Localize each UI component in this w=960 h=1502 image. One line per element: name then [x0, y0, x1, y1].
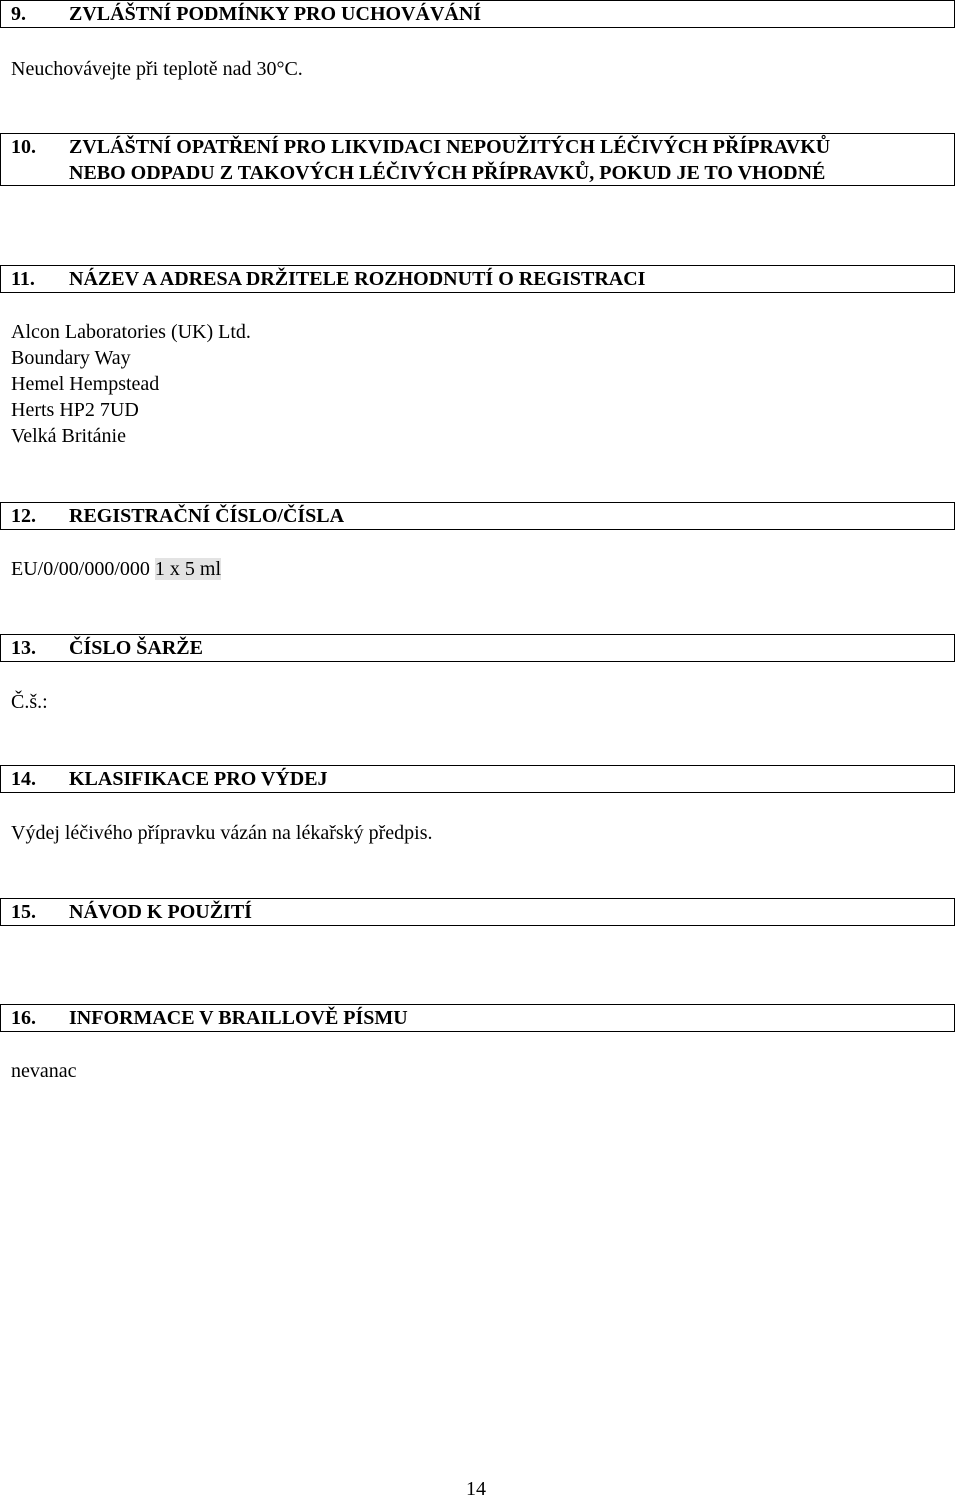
- section-title: INFORMACE V BRAILLOVĚ PÍSMU: [69, 1007, 408, 1029]
- section-14-heading: [0, 765, 955, 793]
- section-title: NÁVOD K POUŽITÍ: [69, 901, 252, 923]
- section-title: [69, 134, 939, 186]
- batch-label: Č.š.:: [11, 691, 48, 713]
- section-title-line: ZVLÁŠTNÍ OPATŘENÍ PRO LIKVIDACI NEPOUŽITÝCH LÉČIVÝCH PŘÍPRAVKŮ: [69, 136, 831, 158]
- section-16-heading: [0, 1004, 955, 1032]
- section-10-heading: [0, 133, 955, 186]
- page-number: 14: [466, 1478, 486, 1500]
- section-title: REGISTRAČNÍ ČÍSLO/ČÍSLA: [69, 505, 345, 527]
- holder-address: [11, 319, 251, 449]
- braille-text: nevanac: [11, 1060, 77, 1082]
- address-line: Alcon Laboratories (UK) Ltd.: [11, 321, 251, 343]
- section-13-heading: [0, 634, 955, 662]
- section-number: 11.: [11, 268, 35, 290]
- classification-text: Výdej léčivého přípravku vázán na lékařský předpis.: [11, 822, 433, 844]
- section-number: 12.: [11, 505, 36, 527]
- registration-line: [11, 556, 221, 582]
- address-line: Velká Británie: [11, 425, 126, 447]
- section-number: 15.: [11, 901, 36, 923]
- registration-number: EU/0/00/000/000: [11, 558, 150, 580]
- section-title: ZVLÁŠTNÍ PODMÍNKY PRO UCHOVÁVÁNÍ: [69, 3, 482, 25]
- section-number: 10.: [11, 136, 36, 158]
- section-number: 16.: [11, 1007, 36, 1029]
- section-number: 14.: [11, 768, 36, 790]
- section-9-heading: [0, 0, 955, 28]
- section-title-line: NEBO ODPADU Z TAKOVÝCH LÉČIVÝCH PŘÍPRAVKŮ, POKUD JE TO VHODNÉ: [69, 162, 826, 184]
- section-15-heading: [0, 898, 955, 926]
- section-number: 9.: [11, 3, 26, 25]
- section-number: 13.: [11, 637, 36, 659]
- address-line: Hemel Hempstead: [11, 373, 160, 395]
- storage-text: Neuchovávejte při teplotě nad 30°C.: [11, 58, 303, 80]
- section-12-heading: [0, 502, 955, 530]
- pack-size: 1 x 5 ml: [154, 558, 222, 580]
- address-line: Boundary Way: [11, 347, 131, 369]
- address-line: Herts HP2 7UD: [11, 399, 139, 421]
- section-title: NÁZEV A ADRESA DRŽITELE ROZHODNUTÍ O REGISTRACI: [69, 268, 646, 290]
- section-11-heading: [0, 265, 955, 293]
- section-title: KLASIFIKACE PRO VÝDEJ: [69, 768, 328, 790]
- section-title: ČÍSLO ŠARŽE: [69, 637, 203, 659]
